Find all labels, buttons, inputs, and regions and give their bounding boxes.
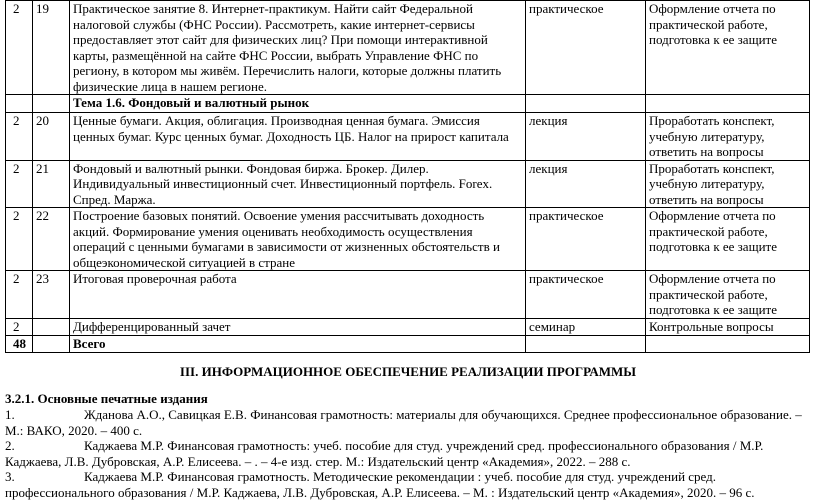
lesson-type-cell: практическое bbox=[526, 1, 646, 95]
table-row-total bbox=[6, 335, 810, 352]
topic-cell: Итоговая проверочная работа bbox=[70, 271, 526, 319]
table-row bbox=[6, 113, 810, 161]
lesson-type-cell bbox=[526, 335, 646, 352]
topic-cell: Фондовый и валютный рынки. Фондовая биржа. Брокер. Дилер. Индивидуальный инвестиционный счет. Инвестиционный портфель. Forex. Спред. Маржа. bbox=[70, 160, 526, 208]
theme-title-cell: Тема 1.6. Фондовый и валютный рынок bbox=[70, 95, 526, 113]
reference-text: Жданова А.О., Савицкая Е.В. Финансовая грамотность: материалы для обучающихся. Среднее профессиональное образование. – М.: ВАКО, 2020. – 400 с. bbox=[5, 407, 802, 438]
lesson-number-cell bbox=[33, 335, 70, 352]
reference-text: Каджаева М.Р. Финансовая грамотность. Методические рекомендации : учеб. пособие для студ. учреждений сред. профессионального образования / М.Р. Каджаева, Л.В. Дубровская, А.Р. Елисеева. – М. : Издательский центр «Академия», 2020. – 96 с. bbox=[5, 469, 755, 500]
table-row bbox=[6, 318, 810, 335]
lesson-number-cell: 19 bbox=[33, 1, 70, 95]
task-cell: Оформление отчета по практической работе, подготовка к ее защите bbox=[646, 271, 810, 319]
lesson-type-cell: практическое bbox=[526, 271, 646, 319]
hours-cell: 2 bbox=[6, 160, 33, 208]
hours-cell: 2 bbox=[6, 271, 33, 319]
lesson-number-cell bbox=[33, 95, 70, 113]
lesson-number-cell: 23 bbox=[33, 271, 70, 319]
topic-cell: Ценные бумаги. Акция, облигация. Производная ценная бумага. Эмиссия ценных бумаг. Курс ценных бумаг. Доходность ЦБ. Налог на прирост капитала bbox=[70, 113, 526, 161]
hours-cell: 2 bbox=[6, 1, 33, 95]
topic-cell: Дифференцированный зачет bbox=[70, 318, 526, 335]
reference-list bbox=[5, 407, 815, 500]
table-row bbox=[6, 1, 810, 95]
lesson-number-cell: 21 bbox=[33, 160, 70, 208]
hours-cell: 2 bbox=[6, 113, 33, 161]
task-cell: Контрольные вопросы bbox=[646, 318, 810, 335]
task-cell: Оформление отчета по практической работе, подготовка к ее защите bbox=[646, 1, 810, 95]
task-cell bbox=[646, 95, 810, 113]
table-row bbox=[6, 160, 810, 208]
lesson-type-cell: практическое bbox=[526, 208, 646, 271]
reference-number: 3. bbox=[5, 469, 15, 484]
lesson-plan-table bbox=[5, 0, 810, 353]
topic-cell: Построение базовых понятий. Освоение умения рассчитывать доходность акций. Формирование умения оценивать необходимость осуществления операций с ценными бумагами в зависимости от жизненных обстоятельств и общеэкономической ситуацией в стране bbox=[70, 208, 526, 271]
task-cell: Оформление отчета по практической работе, подготовка к ее защите bbox=[646, 208, 810, 271]
task-cell: Проработать конспект, учебную литературу, ответить на вопросы bbox=[646, 160, 810, 208]
section-title: III. ИНФОРМАЦИОННОЕ ОБЕСПЕЧЕНИЕ РЕАЛИЗАЦИИ ПРОГРАММЫ bbox=[179, 364, 637, 379]
task-cell: Проработать конспект, учебную литературу, ответить на вопросы bbox=[646, 113, 810, 161]
table-row bbox=[6, 271, 810, 319]
lesson-type-cell: семинар bbox=[526, 318, 646, 335]
lesson-number-cell: 22 bbox=[33, 208, 70, 271]
lesson-number-cell bbox=[33, 318, 70, 335]
lesson-type-cell: лекция bbox=[526, 160, 646, 208]
reference-item bbox=[5, 438, 815, 469]
lesson-type-cell bbox=[526, 95, 646, 113]
reference-item bbox=[5, 469, 815, 500]
hours-cell: 2 bbox=[6, 208, 33, 271]
table-row bbox=[6, 95, 810, 113]
subsection-title: 3.2.1. Основные печатные издания bbox=[5, 391, 208, 406]
reference-item bbox=[5, 407, 815, 438]
reference-number: 2. bbox=[5, 438, 15, 453]
lesson-type-cell: лекция bbox=[526, 113, 646, 161]
reference-text: Каджаева М.Р. Финансовая грамотность: учеб. пособие для студ. учреждений сред. профессионального образования / М.Р. Каджаева, Л.В. Дубровская, А.Р. Елисеева. – . – 4-е изд. стер. М.: Издательский центр «Академия», 2022. – 288 с. bbox=[5, 438, 764, 469]
total-hours-cell: 48 bbox=[6, 335, 33, 352]
total-label-cell: Всего bbox=[70, 335, 526, 352]
hours-cell bbox=[6, 95, 33, 113]
hours-cell: 2 bbox=[6, 318, 33, 335]
lesson-number-cell: 20 bbox=[33, 113, 70, 161]
reference-number: 1. bbox=[5, 407, 15, 422]
topic-cell: Практическое занятие 8. Интернет-практикум. Найти сайт Федеральной налоговой службы (ФНС России). Рассмотреть, какие интернет-сервисы предоставляет этот сайт для физических лиц? При помощи интерактивной карты, размещённой на сайте ФНС России, выбрать Управление ФНС по региону, в котором мы живём. Перечислить налоги, которые должны платить физические лица в нашем регионе. bbox=[70, 1, 526, 95]
task-cell bbox=[646, 335, 810, 352]
table-row bbox=[6, 208, 810, 271]
